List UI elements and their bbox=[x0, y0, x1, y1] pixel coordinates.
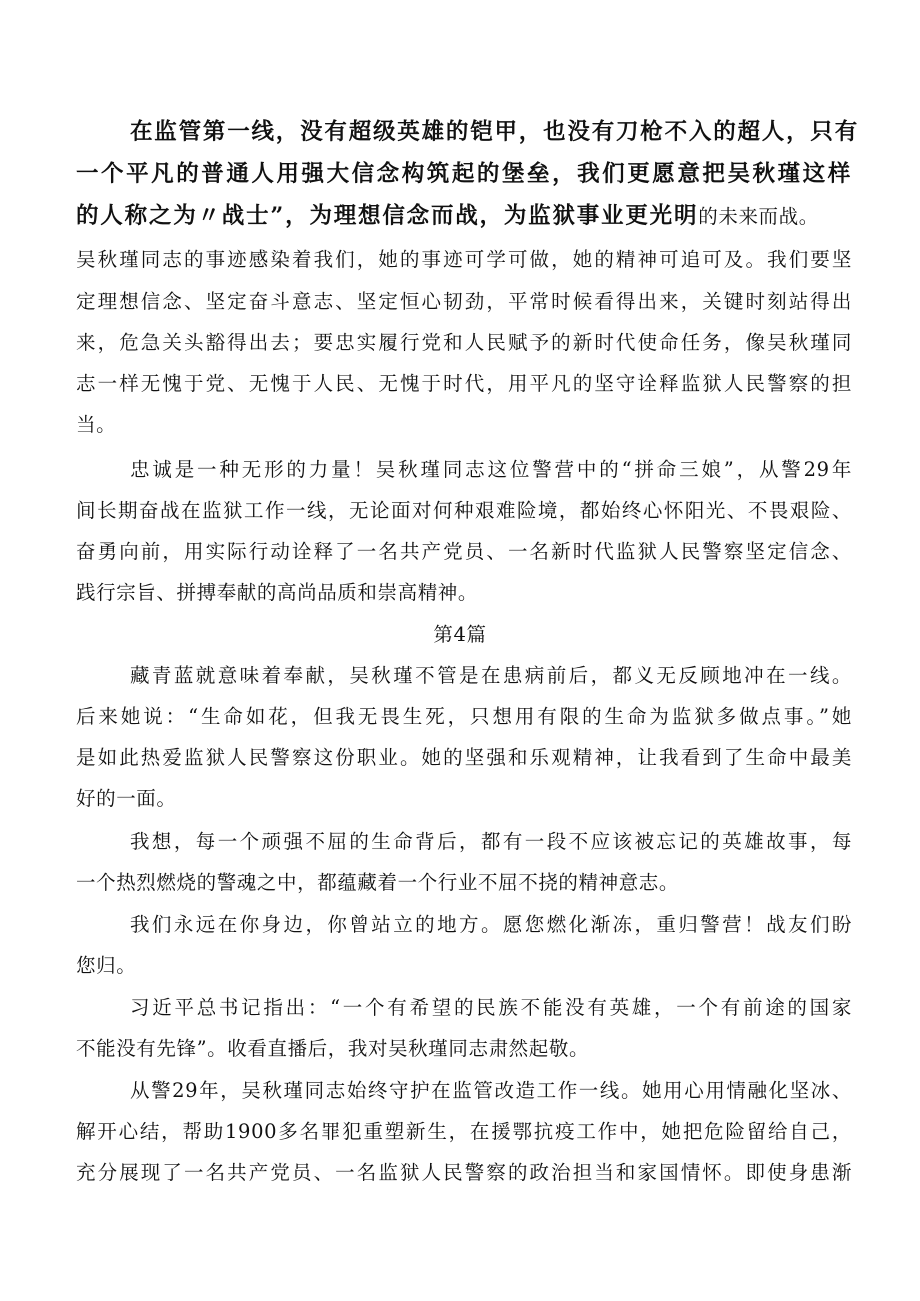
paragraph-line: 定理想信念、坚定奋斗意志、坚定恒心韧劲，平常时候看得出来，关键时刻站得出 bbox=[76, 290, 852, 313]
paragraph-line: 我们永远在你身边，你曾站立的地方。愿您燃化渐冻，重归警营！战友们盼 bbox=[130, 913, 852, 936]
paragraph-line-normal: 的未来而战。 bbox=[698, 205, 819, 228]
paragraph-line bbox=[76, 200, 852, 232]
paragraph-line: 后来她说：“生命如花，但我无畏生死，只想用有限的生命为监狱多做点事。”她 bbox=[76, 705, 852, 728]
paragraph-line: 我想，每一个顽强不屈的生命背后，都有一段不应该被忘记的英雄故事，每 bbox=[130, 830, 852, 853]
paragraph-line: 来，危急关头豁得出去；要忠实履行党和人民赋予的新时代使命任务，像吴秋瑾同 bbox=[76, 331, 852, 354]
paragraph-line: 在监管第一线，没有超级英雄的铠甲，也没有刀枪不入的超人，只有 bbox=[130, 119, 860, 145]
paragraph-line: 充分展现了一名共产党员、一名监狱人民警察的政治担当和家国情怀。即使身患渐 bbox=[76, 1161, 852, 1184]
paragraph-line: 吴秋瑾同志的事迹感染着我们，她的事迹可学可做，她的精神可追可及。我们要坚 bbox=[76, 248, 852, 271]
paragraph-line: 间长期奋战在监狱工作一线，无论面对何种艰难险境，都始终心怀阳光、不畏艰险、 bbox=[76, 499, 852, 522]
paragraph-line: 当。 bbox=[76, 413, 117, 436]
paragraph-line: 一个平凡的普通人用强大信念构筑起的堡垒，我们更愿意把吴秋瑾这样 bbox=[76, 161, 852, 187]
paragraph-line: 践行宗旨、拼搏奉献的高尚品质和崇高精神。 bbox=[76, 581, 479, 604]
paragraph-line: 一个热烈燃烧的警魂之中，都蕴藏着一个行业不屈不挠的精神意志。 bbox=[76, 871, 680, 894]
paragraph-line: 忠诚是一种无形的力量！吴秋瑾同志这位警营中的“拼命三娘”，从警29年 bbox=[130, 458, 852, 481]
paragraph-line: 是如此热爱监狱人民警察这份职业。她的坚强和乐观精神，让我看到了生命中最美 bbox=[76, 746, 852, 769]
paragraph-line: 志一样无愧于党、无愧于人民、无愧于时代，用平凡的坚守诠释监狱人民警察的担 bbox=[76, 372, 852, 395]
paragraph-line: 不能没有先锋”。收看直播后，我对吴秋瑾同志肃然起敬。 bbox=[76, 1037, 590, 1060]
paragraph-line: 您归。 bbox=[76, 954, 137, 977]
paragraph-line-bold: 的人称之为〃战士”，为理想信念而战，为监狱事业更光明 bbox=[76, 203, 699, 229]
paragraph-line: 解开心结，帮助1900多名罪犯重塑新生，在援鄂抗疫工作中，她把危险留给自己， bbox=[76, 1120, 852, 1143]
paragraph-line: 藏青蓝就意味着奉献，吴秋瑾不管是在患病前后，都义无反顾地冲在一线。 bbox=[130, 664, 852, 687]
paragraph-line: 从警29年，吴秋瑾同志始终守护在监管改造工作一线。她用心用情融化坚冰、 bbox=[130, 1079, 852, 1102]
section-heading: 第4篇 bbox=[433, 623, 487, 646]
paragraph-line: 习近平总书记指出：“一个有希望的民族不能没有英雄，一个有前途的国家 bbox=[130, 996, 852, 1019]
paragraph-line: 奋勇向前，用实际行动诠释了一名共产党员、一名新时代监狱人民警察坚定信念、 bbox=[76, 540, 852, 563]
paragraph-line: 好的一面。 bbox=[76, 787, 177, 810]
